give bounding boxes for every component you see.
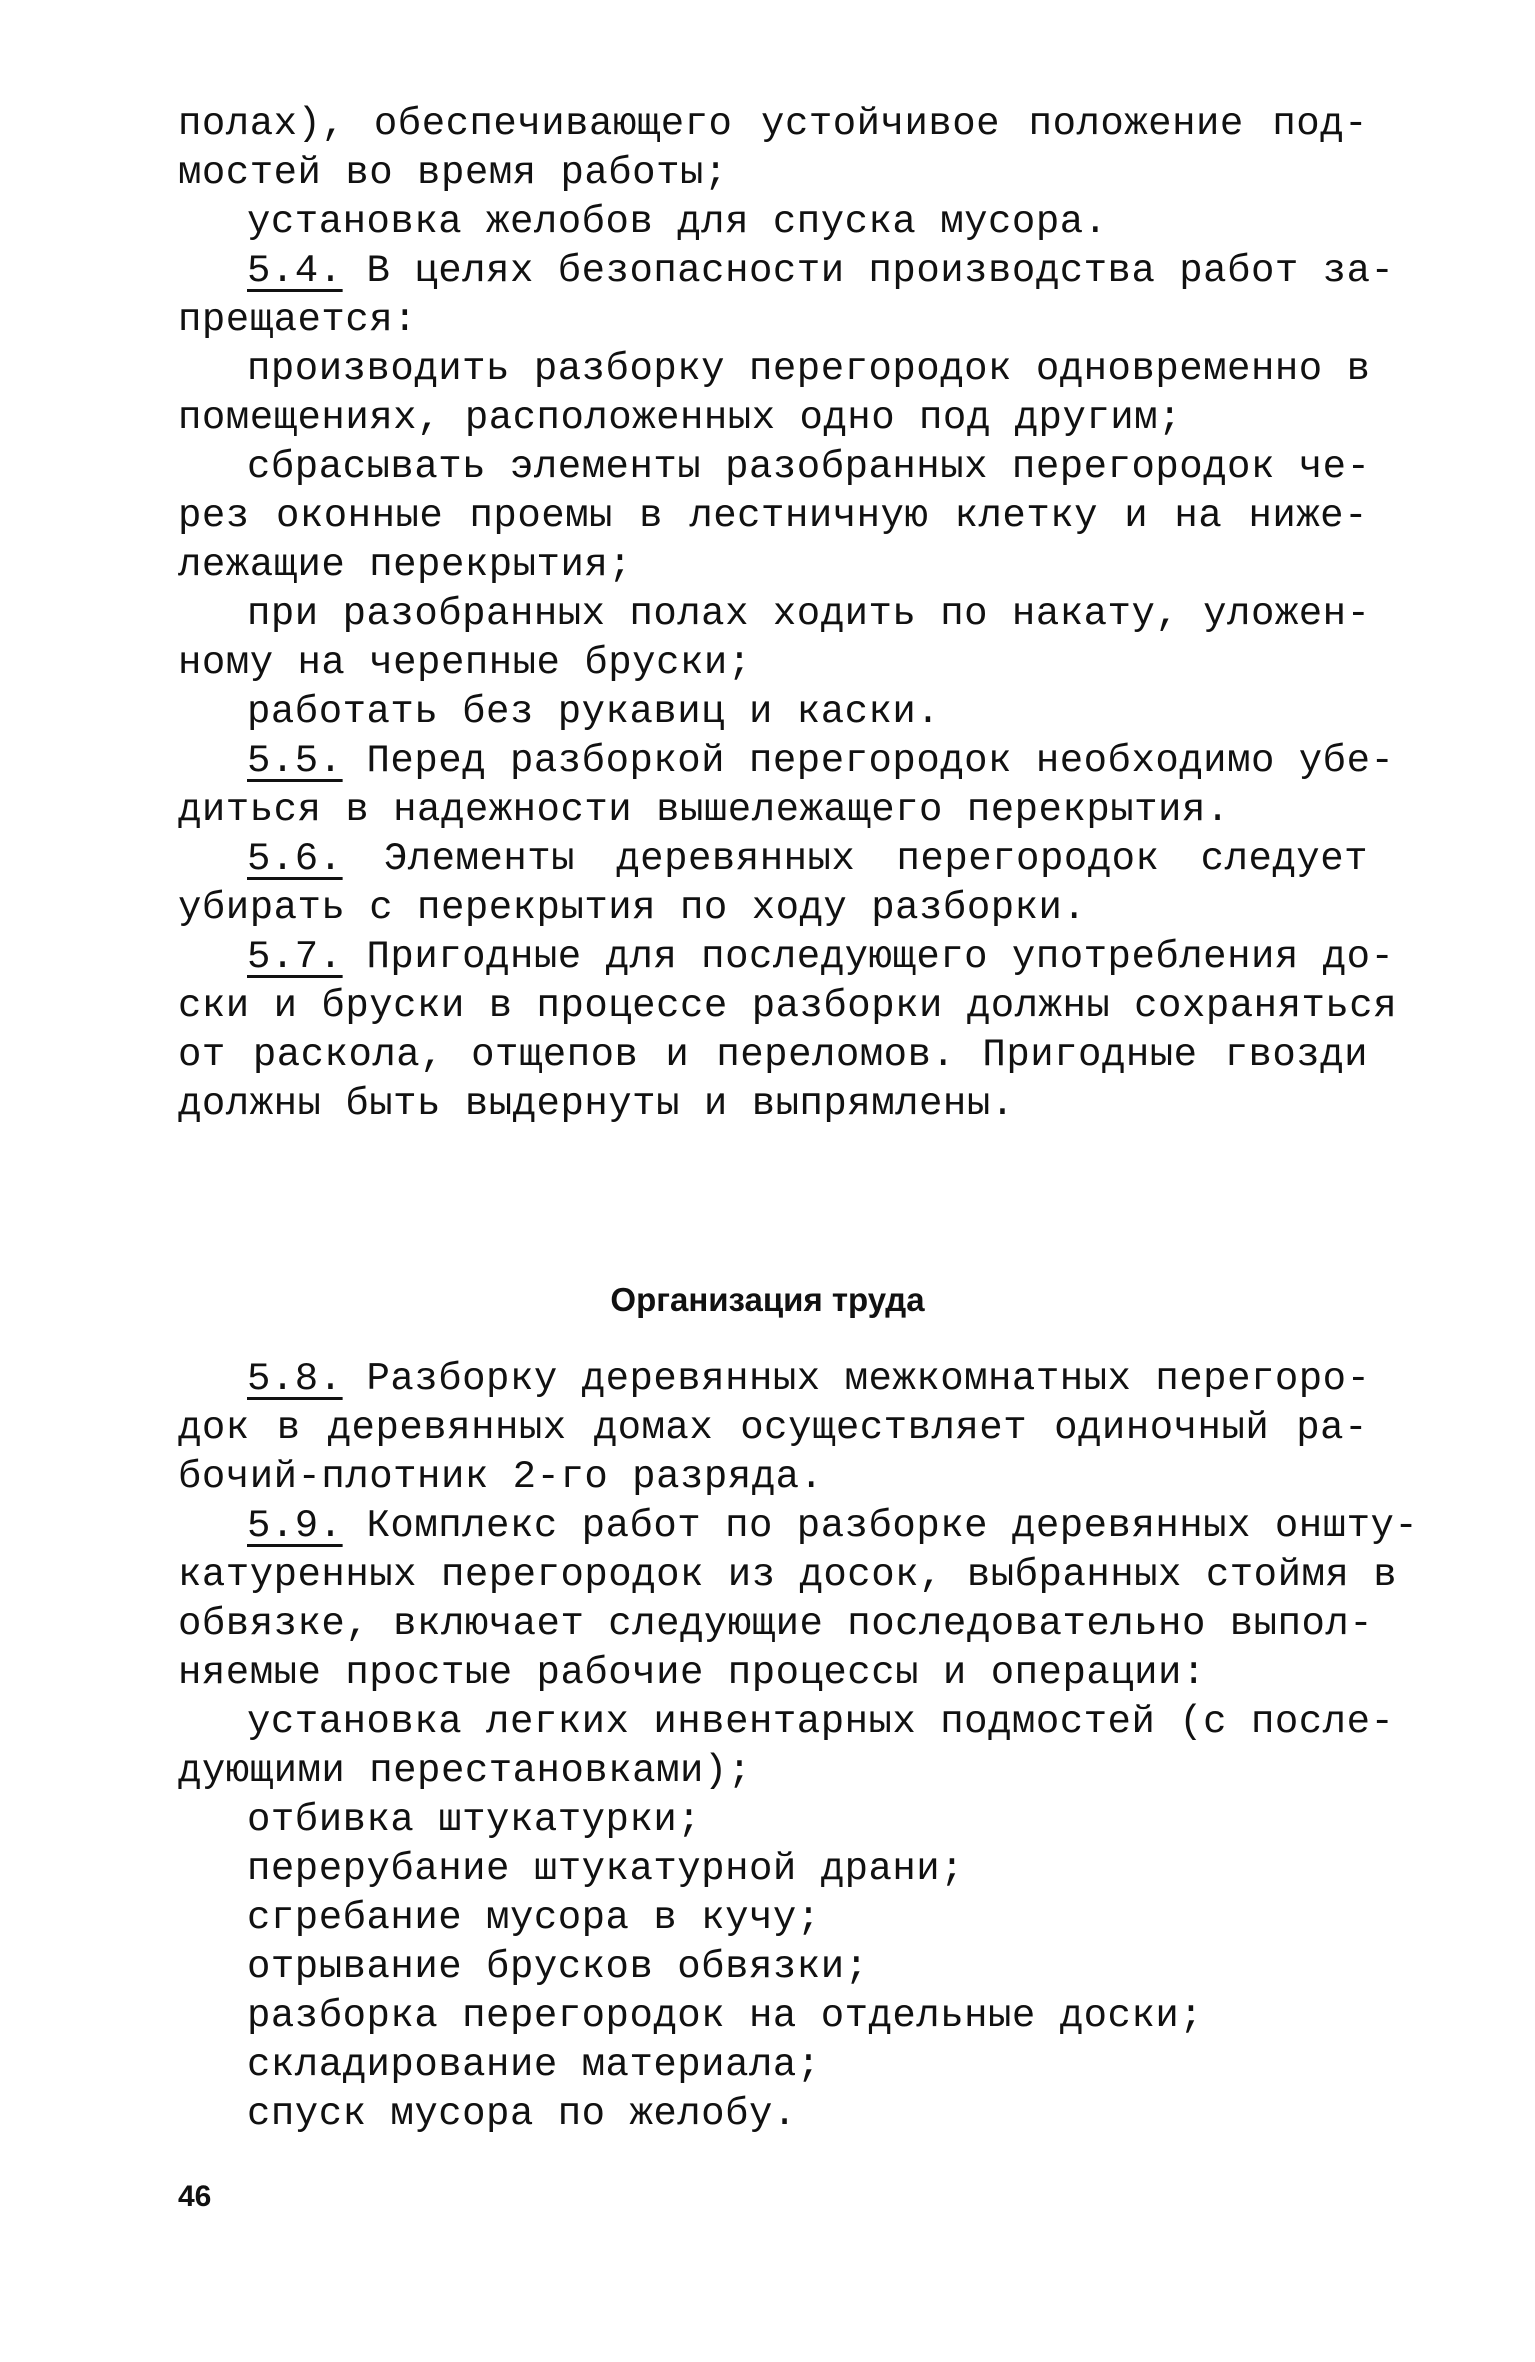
page-number: 46 bbox=[178, 2180, 212, 2213]
list-item: отбивка штукатурки; bbox=[247, 1798, 702, 1842]
text-line: ному на черепные бруски; bbox=[178, 641, 752, 685]
text-line: установка желобов для спуска мусора. bbox=[247, 200, 1108, 244]
text-line: лежащие перекрытия; bbox=[178, 543, 633, 587]
list-item: складирование материала; bbox=[247, 2043, 821, 2087]
text-line: дующими перестановками); bbox=[178, 1749, 752, 1793]
list-item: спуск мусора по желобу. bbox=[247, 2092, 797, 2136]
text-line: полах), обеспечивающего устойчивое положение под- bbox=[178, 102, 1368, 146]
paragraph-5-4 bbox=[247, 247, 1395, 296]
paragraph-5-6 bbox=[247, 835, 1368, 884]
text-line: от раскола, отщепов и переломов. Пригодные гвозди bbox=[178, 1033, 1368, 1077]
section-number: 5.7. bbox=[247, 935, 343, 979]
paragraph-5-9 bbox=[247, 1502, 1419, 1551]
paragraph-5-5 bbox=[247, 737, 1395, 786]
text-line: В целях безопасности производства работ за- bbox=[342, 249, 1395, 293]
text-line: убирать с перекрытия по ходу разборки. bbox=[178, 886, 1087, 930]
text-line: бочий-плотник 2-го разряда. bbox=[178, 1455, 824, 1499]
section-number: 5.8. bbox=[247, 1357, 343, 1401]
text-line: рез оконные проемы в лестничную клетку и на ниже- bbox=[178, 494, 1368, 538]
text-line: при разобранных полах ходить по накату, уложен- bbox=[247, 592, 1371, 636]
text-line: Пригодные для последующего употребления до- bbox=[342, 935, 1395, 979]
text-line: производить разборку перегородок одновременно в bbox=[247, 347, 1371, 391]
text-line: сбрасывать элементы разобранных перегородок че- bbox=[247, 445, 1371, 489]
paragraph-5-8 bbox=[247, 1355, 1371, 1404]
text-line: Комплекс работ по разборке деревянных оншту- bbox=[342, 1504, 1419, 1548]
text-line: ски и бруски в процессе разборки должны сохраняться bbox=[178, 984, 1398, 1028]
section-heading: Организация труда bbox=[610, 1281, 925, 1318]
list-item: сгребание мусора в кучу; bbox=[247, 1896, 821, 1940]
section-number: 5.9. bbox=[247, 1504, 343, 1548]
text-line: обвязке, включает следующие последовательно выпол- bbox=[178, 1602, 1374, 1646]
list-item: отрывание брусков обвязки; bbox=[247, 1945, 869, 1989]
text-line: прещается: bbox=[178, 298, 418, 342]
text-line: няемые простые рабочие процессы и операции: bbox=[178, 1651, 1206, 1695]
section-number: 5.6. bbox=[247, 837, 343, 881]
text-line: диться в надежности вышележащего перекрытия. bbox=[178, 788, 1230, 832]
text-line: Разборку деревянных межкомнатных перегоро- bbox=[342, 1357, 1371, 1401]
paragraph-5-7 bbox=[247, 933, 1395, 982]
list-item: разборка перегородок на отдельные доски; bbox=[247, 1994, 1204, 2038]
text-line: Перед разборкой перегородок необходимо убе- bbox=[342, 739, 1395, 783]
text-line: катуренных перегородок из досок, выбранных стоймя в bbox=[178, 1553, 1398, 1597]
text-line: Элементы деревянных перегородок следует bbox=[342, 837, 1368, 881]
text-line: установка легких инвентарных подмостей (с после- bbox=[247, 1700, 1395, 1744]
text-line: работать без рукавиц и каски. bbox=[247, 690, 941, 734]
text-line: должны быть выдернуты и выпрямлены. bbox=[178, 1082, 1015, 1126]
text-line: мостей во время работы; bbox=[178, 151, 728, 195]
list-item: перерубание штукатурной драни; bbox=[247, 1847, 965, 1891]
text-line: док в деревянных домах осуществляет одиночный ра- bbox=[178, 1406, 1368, 1450]
section-number: 5.4. bbox=[247, 249, 343, 293]
text-line: помещениях, расположенных одно под другим; bbox=[178, 396, 1182, 440]
section-number: 5.5. bbox=[247, 739, 343, 783]
